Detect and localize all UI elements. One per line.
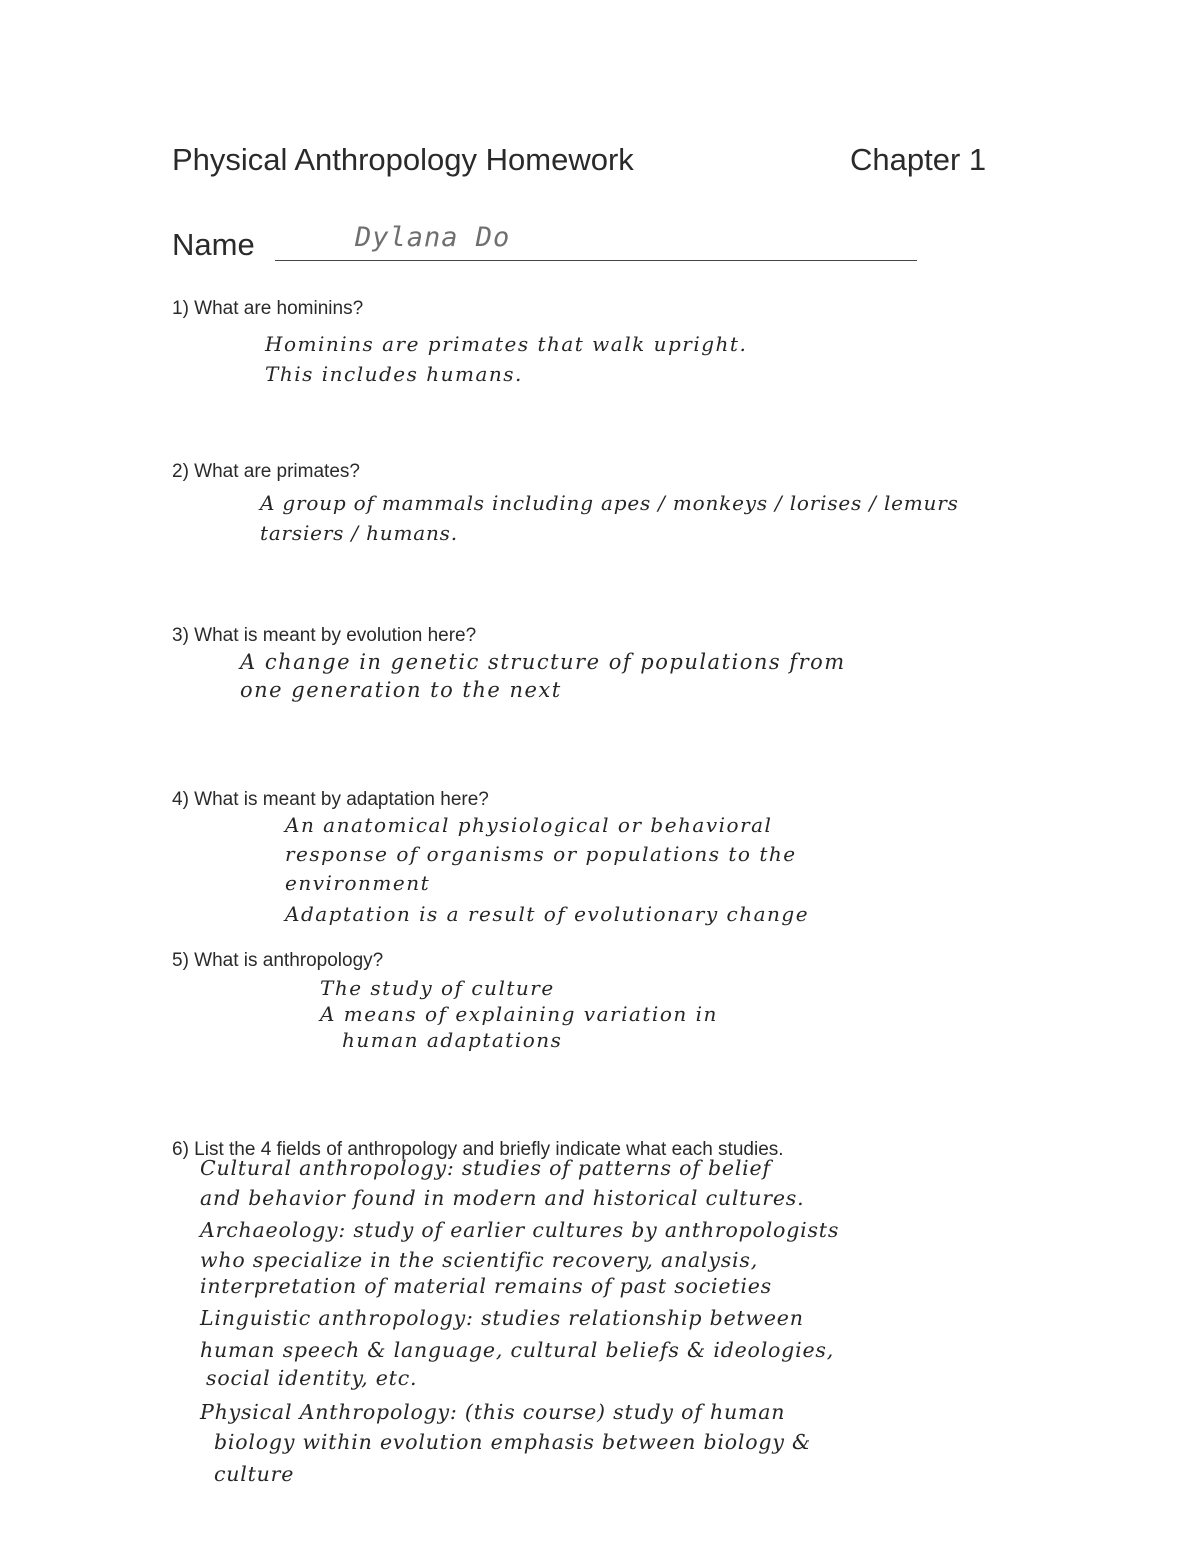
question-4-prompt: 4) What is meant by adaptation here? bbox=[172, 789, 489, 810]
answer-line: biology within evolution emphasis between biology & bbox=[214, 1430, 812, 1454]
question-2-answer bbox=[260, 493, 959, 553]
answer-line: one generation to the next bbox=[240, 678, 562, 702]
question-1-prompt: 1) What are hominins? bbox=[172, 298, 364, 319]
answer-line: Physical Anthropology: (this course) study of human bbox=[200, 1400, 786, 1424]
question-5-prompt: 5) What is anthropology? bbox=[172, 950, 384, 971]
answer-line: Linguistic anthropology: studies relationship between bbox=[200, 1306, 804, 1330]
question-4-answer bbox=[285, 815, 809, 934]
answer-line: social identity, etc. bbox=[206, 1366, 418, 1390]
answer-line: Hominins are primates that walk upright. bbox=[265, 332, 748, 356]
answer-line: A group of mammals including apes / monkeys / lorises / lemurs bbox=[260, 491, 959, 515]
answer-line: A means of explaining variation in bbox=[320, 1002, 718, 1026]
answer-line: human speech & language, cultural beliefs & ideologies, bbox=[200, 1338, 835, 1362]
answer-line: who specialize in the scientific recovery, analysis, bbox=[200, 1248, 759, 1272]
question-3-answer bbox=[240, 652, 846, 708]
answer-line: The study of culture bbox=[320, 976, 555, 1000]
question-5-answer bbox=[320, 978, 718, 1056]
name-label: Name bbox=[172, 227, 255, 262]
chapter-label: Chapter 1 bbox=[850, 142, 987, 177]
answer-line: response of organisms or populations to the bbox=[285, 842, 797, 866]
answer-line: tarsiers / humans. bbox=[260, 521, 458, 545]
answer-line: Adaptation is a result of evolutionary change bbox=[285, 902, 810, 926]
page-title: Physical Anthropology Homework bbox=[172, 142, 634, 177]
question-6-prompt: 6) List the 4 fields of anthropology and briefly indicate what each studies. bbox=[172, 1139, 784, 1160]
question-3-prompt: 3) What is meant by evolution here? bbox=[172, 625, 477, 646]
answer-line: Cultural anthropology: studies of patterns of belief bbox=[200, 1156, 771, 1180]
answer-line: environment bbox=[285, 871, 431, 895]
handwritten-name: Dylana Do bbox=[355, 222, 511, 253]
answer-line: A change in genetic structure of populations from bbox=[240, 650, 846, 674]
answer-line: This includes humans. bbox=[265, 362, 523, 386]
name-underline bbox=[275, 260, 917, 261]
answer-line: human adaptations bbox=[342, 1028, 563, 1052]
answer-line: An anatomical physiological or behavioral bbox=[285, 813, 773, 837]
question-1-answer bbox=[265, 334, 747, 394]
answer-line: interpretation of material remains of past societies bbox=[200, 1274, 772, 1298]
question-2-prompt: 2) What are primates? bbox=[172, 461, 360, 482]
answer-line: Archaeology: study of earlier cultures by anthropologists bbox=[200, 1218, 840, 1242]
answer-line: culture bbox=[214, 1462, 295, 1486]
answer-line: and behavior found in modern and historical cultures. bbox=[200, 1186, 805, 1210]
question-6-answer bbox=[200, 1158, 839, 1494]
